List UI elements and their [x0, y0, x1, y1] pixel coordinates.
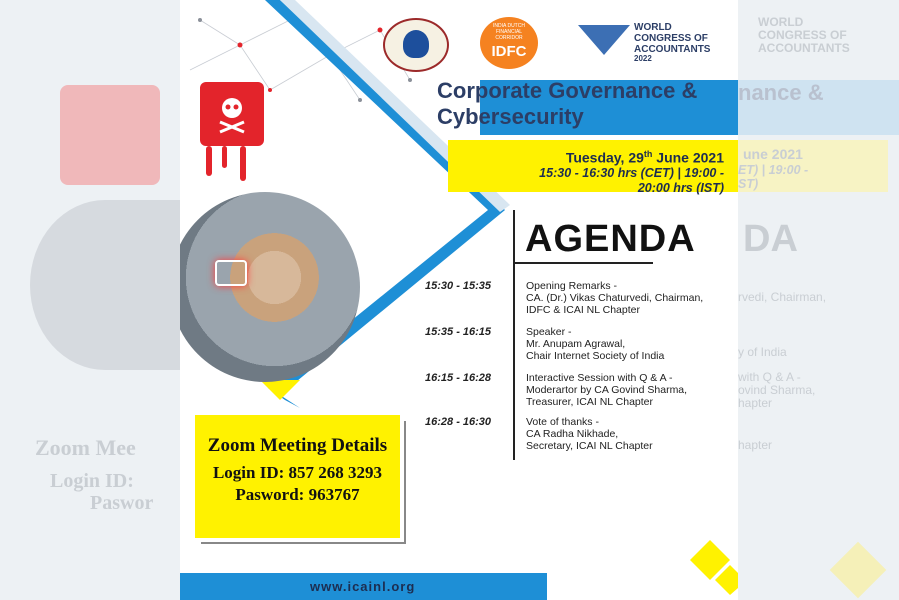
chip-drips-2: [222, 146, 227, 168]
ghost-time-1: ET) | 19:00 -: [738, 163, 809, 177]
agenda-rule-vertical: [513, 210, 515, 460]
ghost-line-5: hapter: [738, 396, 773, 410]
ghost-time-2: ST): [738, 177, 759, 191]
zoom-details-box: [195, 415, 400, 538]
ghost-line-1: rvedi, Chairman,: [738, 290, 827, 304]
agenda-rule-horizontal: [513, 262, 653, 264]
zoom-title: Zoom Meeting Details: [207, 435, 388, 456]
ghost-zoom-3: Paswor: [90, 492, 154, 514]
ghost-wca-1: WORLD: [758, 15, 804, 29]
chip-drips: [206, 146, 212, 176]
wca-line-3: ACCOUNTANTS: [634, 44, 711, 55]
idfc-subtitle: INDIA DUTCH FINANCIAL CORRIDOR: [493, 23, 525, 41]
title-line-1: Corporate Governance &: [437, 78, 698, 103]
ghost-line-4: ovind Sharma,: [738, 383, 816, 397]
person-photo-ghost: [30, 200, 180, 370]
agenda-desc: Interactive Session with Q & A - Moderartor by CA Govind Sharma, Treasurer, ICAI NL Chapter: [526, 372, 688, 408]
ghost-diamond: [830, 542, 887, 599]
ghost-title: nance &: [738, 80, 824, 105]
agenda-desc: Speaker - Mr. Anupam Agrawal, Chair Internet Society of India: [526, 326, 665, 362]
event-time-2: 20:00 hrs (IST): [637, 180, 724, 195]
event-title: [437, 78, 737, 130]
wca-line-1: WORLD: [634, 22, 672, 33]
zoom-login-id: Login ID: 857 268 3293: [212, 463, 383, 482]
footer-bar: [180, 573, 547, 600]
background-right: [738, 0, 899, 600]
ghost-zoom-1: Zoom Mee: [35, 435, 136, 460]
background-left: [0, 0, 180, 600]
event-time-1: 15:30 - 16:30 hrs (CET) | 19:00 -: [539, 165, 724, 180]
ghost-line-3: with Q & A -: [738, 370, 801, 384]
ghost-line-2: y of India: [738, 345, 787, 359]
agenda-desc: Vote of thanks - CA Radha Nikhade, Secretary, ICAI NL Chapter: [526, 416, 653, 452]
agenda-time: 16:15 - 16:28: [425, 372, 492, 384]
website-link[interactable]: www.icainl.org: [310, 579, 416, 594]
skull-chip-icon-ghost: [60, 85, 160, 185]
wca-year: 2022: [634, 54, 652, 63]
lock-icon: [215, 260, 247, 286]
agenda-time: 15:30 - 15:35: [425, 280, 492, 292]
skull-chip-icon: [200, 82, 264, 146]
ghost-zoom-2: Login ID:: [50, 470, 134, 492]
date-box: [448, 140, 738, 195]
idfc-name: IDFC: [491, 43, 527, 60]
poster: [180, 0, 738, 600]
zoom-password: Pasword: 963767: [235, 485, 360, 504]
agenda-time: 15:35 - 16:15: [425, 326, 492, 338]
icai-logo: [383, 18, 449, 72]
event-date: Tuesday, 29th June 2021: [565, 149, 724, 166]
wca-line-2: CONGRESS OF: [634, 33, 708, 44]
title-line-2: Cybersecurity: [437, 104, 584, 129]
ghost-wca-2: CONGRESS OF: [758, 28, 847, 42]
agenda-heading: AGENDA: [525, 218, 696, 260]
ghost-agenda: DA: [743, 218, 798, 260]
ghost-line-6: hapter: [738, 438, 773, 452]
ghost-date: une 2021: [743, 146, 803, 162]
wca-mark-icon: [578, 25, 630, 55]
chip-drips-3: [240, 146, 246, 181]
agenda-desc: Opening Remarks - CA. (Dr.) Vikas Chaturvedi, Chairman, IDFC & ICAI NL Chapter: [526, 280, 704, 316]
ghost-wca-3: ACCOUNTANTS: [758, 41, 850, 55]
wca-logo: [578, 20, 718, 64]
agenda-time: 16:28 - 16:30: [425, 416, 492, 428]
icai-emblem-icon: [403, 30, 429, 58]
idfc-logo: [480, 17, 538, 69]
